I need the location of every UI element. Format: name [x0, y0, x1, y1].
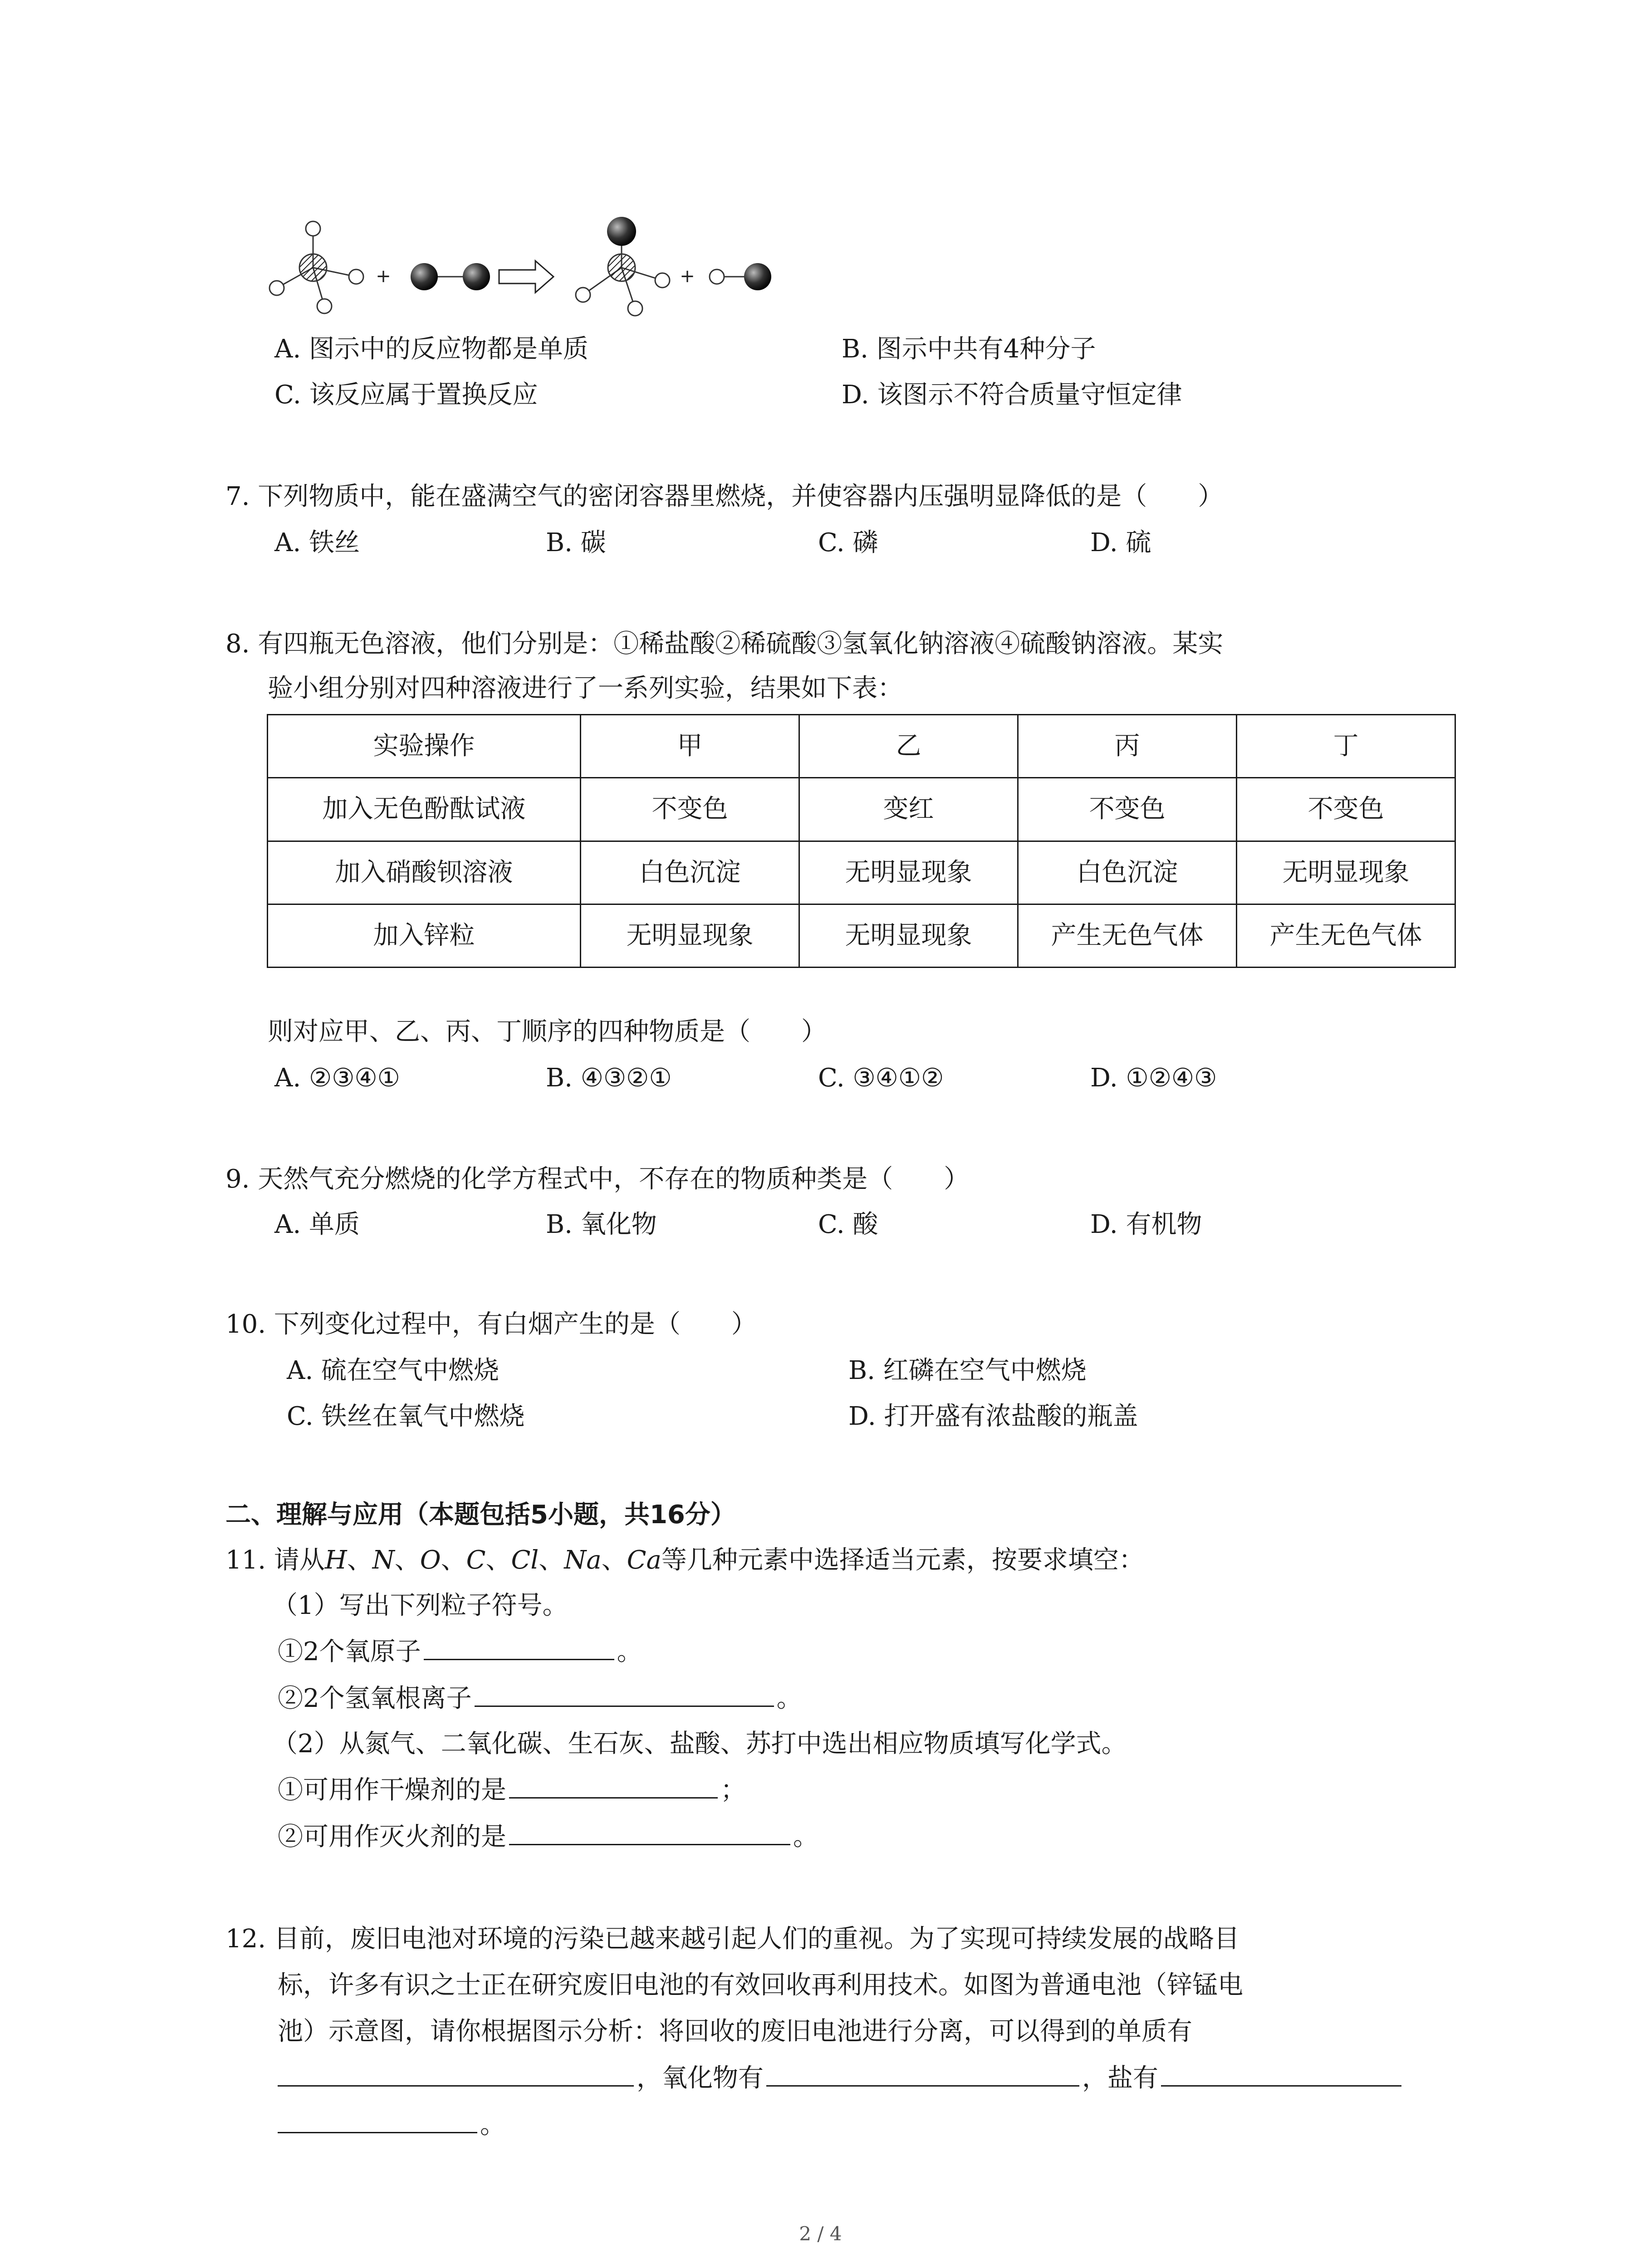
q10-stem: 10. 下列变化过程中，有白烟产生的是（ ）: [225, 1310, 757, 1339]
table-row: [268, 904, 1455, 967]
punctuation: ；: [720, 1775, 746, 1805]
q11-p2-1-label: ①可用作干燥剂的是: [278, 1775, 506, 1805]
table-cell: 无明显现象: [799, 904, 1018, 967]
punctuation: 。: [793, 1822, 818, 1852]
reaction-diagram: [263, 213, 798, 331]
table-row: [268, 778, 1455, 841]
q8-option-b: B. ④③②①: [546, 1063, 672, 1093]
table-header-row: [268, 715, 1455, 778]
answer-blank[interactable]: [278, 2109, 477, 2133]
separator: 、: [485, 1545, 511, 1575]
element-symbol: Na: [564, 1545, 602, 1575]
table-cell: 变红: [799, 778, 1018, 841]
table-cell: 产生无色气体: [1018, 904, 1237, 967]
q6-option-b: B. 图示中共有4种分子: [842, 334, 1096, 364]
section-heading: 二、理解与应用（本题包括5小题，共16分）: [225, 1500, 736, 1530]
q9-option-d: D. 有机物: [1090, 1210, 1202, 1239]
table-cell: 加入锌粒: [268, 904, 581, 967]
q9-stem: 9. 天然气充分燃烧的化学方程式中，不存在的物质种类是（ ）: [225, 1164, 970, 1194]
element-symbol: N: [372, 1545, 395, 1575]
q6-option-d: D. 该图示不符合质量守恒定律: [842, 380, 1182, 410]
svg-text:+: +: [680, 266, 695, 287]
separator: 、: [539, 1545, 564, 1575]
table-row: [268, 841, 1455, 904]
table-header-cell: 甲: [581, 715, 799, 778]
q12-line5: [278, 2109, 505, 2141]
q11-p1-2-label: ②2个氢氧根离子: [278, 1684, 472, 1713]
q9-option-a: A. 单质: [274, 1210, 360, 1239]
punctuation: 。: [776, 1684, 802, 1713]
q11-p2-1: [278, 1774, 746, 1806]
q6-option-a: A. 图示中的反应物都是单质: [274, 334, 589, 364]
answer-blank[interactable]: [509, 1774, 718, 1799]
q10-option-c: C. 铁丝在氧气中燃烧: [287, 1402, 525, 1431]
q8-option-d: D. ①②④③: [1090, 1063, 1217, 1093]
table-cell: 无明显现象: [1237, 841, 1455, 904]
svg-text:+: +: [376, 266, 391, 287]
table-cell: 不变色: [1018, 778, 1237, 841]
table-header-cell: 实验操作: [268, 715, 581, 778]
q11-p2-2: [278, 1821, 818, 1853]
separator: 、: [441, 1545, 466, 1575]
answer-blank[interactable]: [766, 2063, 1079, 2087]
q7-option-b: B. 碳: [546, 528, 606, 557]
q10-option-b: B. 红磷在空气中燃烧: [848, 1356, 1087, 1385]
reaction-arrow: [499, 261, 554, 293]
answer-blank[interactable]: [475, 1683, 774, 1707]
page-number: 2 / 4: [799, 2223, 842, 2245]
q10-option-d: D. 打开盛有浓盐酸的瓶盖: [848, 1402, 1138, 1431]
experiment-table: [267, 714, 1456, 968]
q8-question: 则对应甲、乙、丙、丁顺序的四种物质是（ ）: [268, 1017, 827, 1046]
q11-p1-1-label: ①2个氧原子: [278, 1637, 421, 1667]
table-cell: 产生无色气体: [1237, 904, 1455, 967]
table-cell: 无明显现象: [581, 904, 799, 967]
q6-option-c: C. 该反应属于置换反应: [274, 380, 538, 410]
q11-stem-prefix: 11. 请从: [225, 1545, 325, 1575]
product-molecule-2: [710, 263, 771, 290]
q11-stem: [225, 1545, 1144, 1576]
q7-stem: 7. 下列物质中，能在盛满空气的密闭容器里燃烧，并使容器内压强明显降低的是（ ）: [225, 482, 1224, 511]
product-molecule-1: [576, 217, 670, 316]
q9-option-b: B. 氧化物: [546, 1210, 657, 1239]
q7-option-d: D. 硫: [1090, 528, 1151, 557]
q12-salt-label: ，盐有: [1082, 2063, 1158, 2093]
reactant-molecule-2: [411, 263, 490, 290]
q12-line4: [278, 2063, 1404, 2094]
q8-option-c: C. ③④①②: [818, 1063, 944, 1093]
table-cell: 无明显现象: [799, 841, 1018, 904]
table-cell: 加入硝酸钡溶液: [268, 841, 581, 904]
table-cell: 白色沉淀: [581, 841, 799, 904]
q12-line1: 12. 目前，废旧电池对环境的污染已越来越引起人们的重视。为了实现可持续发展的战略目: [225, 1924, 1239, 1954]
answer-blank[interactable]: [278, 2063, 634, 2087]
answer-blank[interactable]: [424, 1636, 614, 1660]
answer-blank[interactable]: [509, 1821, 790, 1845]
separator: 、: [347, 1545, 372, 1575]
q8-stem-line2: 验小组分别对四种溶液进行了一系列实验，结果如下表：: [268, 674, 903, 703]
table-cell: 不变色: [581, 778, 799, 841]
q11-part1: （1）写出下列粒子符号。: [272, 1591, 568, 1620]
q11-p1-1: [278, 1636, 642, 1668]
q11-stem-suffix: 等几种元素中选择适当元素，按要求填空：: [661, 1545, 1144, 1575]
element-symbol: C: [466, 1545, 486, 1575]
element-symbol: Ca: [627, 1545, 661, 1575]
q11-p2-2-label: ②可用作灭火剂的是: [278, 1822, 506, 1852]
q7-option-c: C. 磷: [818, 528, 878, 557]
separator: 、: [394, 1545, 420, 1575]
q12-oxide-label: ，氧化物有: [637, 2063, 764, 2093]
punctuation: 。: [617, 1637, 642, 1667]
table-header-cell: 丁: [1237, 715, 1455, 778]
q8-stem-line1: 8. 有四瓶无色溶液，他们分别是：①稀盐酸②稀硫酸③氢氧化钠溶液④硫酸钠溶液。某实: [225, 629, 1224, 659]
element-symbol: O: [420, 1545, 441, 1575]
separator: 、: [601, 1545, 627, 1575]
element-symbol: H: [324, 1545, 347, 1575]
q9-option-c: C. 酸: [818, 1210, 878, 1239]
reactant-molecule-1: [269, 221, 363, 313]
answer-blank[interactable]: [1161, 2063, 1401, 2087]
table-header-cell: 丙: [1018, 715, 1237, 778]
q7-option-a: A. 铁丝: [274, 528, 360, 557]
q11-part2: （2）从氮气、二氧化碳、生石灰、盐酸、苏打中选出相应物质填写化学式。: [272, 1729, 1127, 1759]
q12-line3: 池）示意图，请你根据图示分析：将回收的废旧电池进行分离，可以得到的单质有: [278, 2017, 1192, 2046]
table-cell: 白色沉淀: [1018, 841, 1237, 904]
table-cell: 加入无色酚酞试液: [268, 778, 581, 841]
table-header-cell: 乙: [799, 715, 1018, 778]
q11-p1-2: [278, 1683, 802, 1715]
q8-option-a: A. ②③④①: [274, 1063, 400, 1093]
q12-line2: 标，许多有识之士正在研究废旧电池的有效回收再利用技术。如图为普通电池（锌锰电: [278, 1970, 1243, 2000]
table-cell: 不变色: [1237, 778, 1455, 841]
punctuation: 。: [480, 2110, 505, 2140]
q10-option-a: A. 硫在空气中燃烧: [287, 1356, 500, 1385]
element-symbol: Cl: [511, 1545, 539, 1575]
